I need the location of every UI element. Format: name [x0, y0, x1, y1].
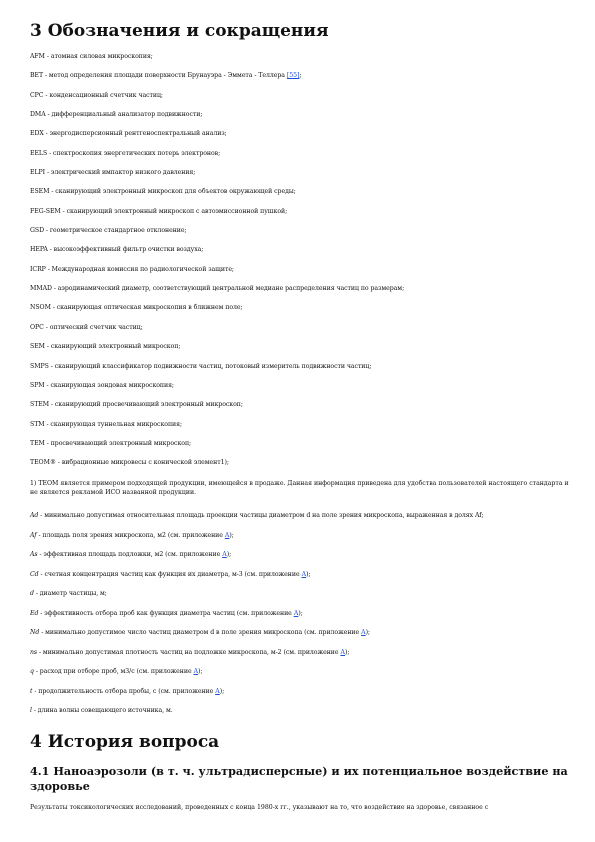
appendix-a-link[interactable]: А: [224, 531, 230, 539]
abbreviation-item: TEOM® - вибрационные микровесы с конической элемент1);: [30, 459, 229, 467]
abbreviation-item: DMA - дифференциальный анализатор подвижности;: [30, 111, 203, 119]
symbol-description: - минимально допустимая плотность частиц на подложке микроскопа, м-2 (см. приложение: [37, 648, 341, 656]
abbreviation-item: SPM - сканирующая зондовая микроскопия;: [30, 381, 174, 389]
appendix-a-link[interactable]: А: [301, 570, 307, 578]
reference-link-55[interactable]: [55]: [286, 72, 300, 80]
symbol-description: - минимально допустимое число частиц диаметром d в поле зрения микроскопа (см. приложение: [39, 629, 362, 636]
symbol-item: [30, 531, 570, 551]
symbol-name: Nd: [30, 629, 40, 636]
symbol-name: As: [30, 551, 38, 558]
symbol-tail: );: [298, 609, 303, 617]
symbol-description: - эффективная площадь подложки, м2 (см. приложение: [37, 551, 223, 558]
symbol-tail: );: [365, 629, 371, 636]
body-paragraph: Результаты токсикологических исследований, проведенных с конца 1980-х гг., указывают на то, что воздействие на здоровье, связанное с: [30, 804, 489, 811]
symbol-item: [30, 550, 570, 570]
symbol-tail: );: [219, 687, 225, 695]
abbreviation-item: ICRP - Международная комиссия по радиологической защите;: [30, 265, 234, 273]
symbol-item: [30, 687, 570, 707]
symbol-description: - площадь поля зрения микроскопа, м2 (см. приложение: [36, 531, 225, 539]
appendix-a-link[interactable]: А: [215, 687, 220, 695]
symbol-description: - длина волны совещающего источника, м.: [31, 707, 173, 714]
symbol-item: [30, 628, 570, 648]
symbol-item: [30, 706, 570, 726]
footnote-teom: 1) TEOM является примером подходящей продукции, имеющейся в продаже. Данная информация приведена для удобства пользователей настоящего стандарта и не является рекламой ИСО названной продукции.: [30, 480, 569, 496]
symbol-tail: );: [198, 668, 203, 675]
abbreviation-item: OPC - оптический счетчик частиц;: [30, 323, 143, 331]
symbol-item: [30, 511, 570, 531]
semicolon: ;: [299, 72, 302, 80]
abbreviations-list: [30, 52, 570, 478]
symbol-tail: );: [345, 648, 350, 656]
abbreviation-item: EELS - спектроскопия энергетических потерь электронов;: [30, 149, 221, 157]
abbreviation-item: STM - сканирующая туннельная микроскопия;: [30, 420, 182, 428]
symbol-description: - продолжительность отбора пробы, с (см. приложение: [32, 687, 216, 695]
abbreviation-item: STEM - сканирующий просвечивающий электронный микроскоп;: [30, 401, 243, 409]
appendix-a-link[interactable]: А: [193, 668, 199, 675]
symbol-name: t: [30, 687, 33, 695]
appendix-a-link[interactable]: А: [340, 648, 346, 656]
abbreviation-item: HEPA - высокоэффективный фильтр очистки воздуха;: [30, 246, 204, 254]
abbreviation-item: AFM - атомная силовая микроскопия;: [30, 53, 153, 60]
symbol-item: [30, 609, 570, 629]
abbreviation-item: NSOM - сканирующая оптическая микроскопия в ближнем поле;: [30, 304, 243, 312]
abbreviation-item: CPC - конденсационный счетчик частиц;: [30, 91, 163, 99]
symbol-item: [30, 589, 570, 609]
symbol-description: - расход при отборе проб, м3/с (см. приложение: [33, 668, 194, 675]
abbreviation-item: MMAD - аэродинамический диаметр, соответствующий центральной медиане распределения частиц по размерам;: [30, 285, 405, 293]
symbol-description: - минимально допустимая относительная площадь проекции частицы диаметром d на поле зрения микроскопа, выраженная в долях Af;: [38, 512, 484, 519]
symbol-description: - счетная концентрация частиц как функция их диаметра, м-3 (см. приложение: [38, 570, 302, 578]
abbreviation-item: FEG-SEM - сканирующий электронный микроскоп с автоэмиссионной пушкой;: [30, 207, 288, 215]
appendix-a-link[interactable]: А: [361, 629, 366, 636]
abbreviation-item: ELPI - электрический импактор низкого давления;: [30, 169, 196, 177]
section-4-heading: 4 История вопроса: [30, 732, 220, 752]
symbol-item: [30, 667, 570, 687]
section-3-heading: 3 Обозначения и сокращения: [30, 21, 329, 41]
symbol-name: ns: [30, 648, 38, 656]
symbol-item: [30, 570, 570, 590]
abbreviation-text: BET - метод определения площади поверхности Брунауэра - Эммета - Теллера: [30, 72, 285, 80]
abbreviation-item: ESEM - сканирующий электронный микроскоп для объектов окружающей среды;: [30, 188, 296, 196]
symbol-name: Ed: [30, 609, 39, 617]
subsection-4-1-heading: 4.1 Наноаэрозоли (в т. ч. ультрадисперсные) и их потенциальное воздействие на здоровье: [30, 764, 568, 793]
symbol-tail: );: [229, 531, 234, 539]
symbol-description: - эффективность отбора проб как функция диаметра частиц (см. приложение: [38, 609, 294, 617]
appendix-a-link[interactable]: А: [222, 551, 227, 558]
symbol-description: - диаметр частицы, м;: [33, 590, 107, 597]
symbol-name: l: [30, 707, 32, 714]
symbol-name: Cd: [30, 570, 39, 578]
appendix-a-link[interactable]: А: [293, 609, 299, 617]
symbol-name: Af: [30, 531, 37, 539]
symbol-name: d: [30, 590, 34, 597]
symbol-item: [30, 648, 570, 668]
symbol-name: q: [30, 668, 34, 675]
symbol-name: Ad: [30, 512, 39, 519]
symbol-tail: );: [226, 551, 232, 558]
abbreviation-item: SMPS - сканирующий классификатор подвижности частиц, потоковый измеритель подвижности частиц;: [30, 362, 372, 370]
abbreviation-item: [30, 71, 570, 90]
abbreviation-item: GSD - геометрическое стандартное отклонение;: [30, 227, 187, 235]
symbols-list: [30, 511, 570, 726]
abbreviation-item: TEM - просвечивающий электронный микроскоп;: [30, 439, 192, 447]
symbol-tail: );: [306, 570, 311, 578]
abbreviation-item: EDX - энергодисперсионный рентгеноспектральный анализ;: [30, 130, 227, 138]
abbreviation-item: SEM - сканирующий электронный микроскоп;: [30, 343, 181, 351]
